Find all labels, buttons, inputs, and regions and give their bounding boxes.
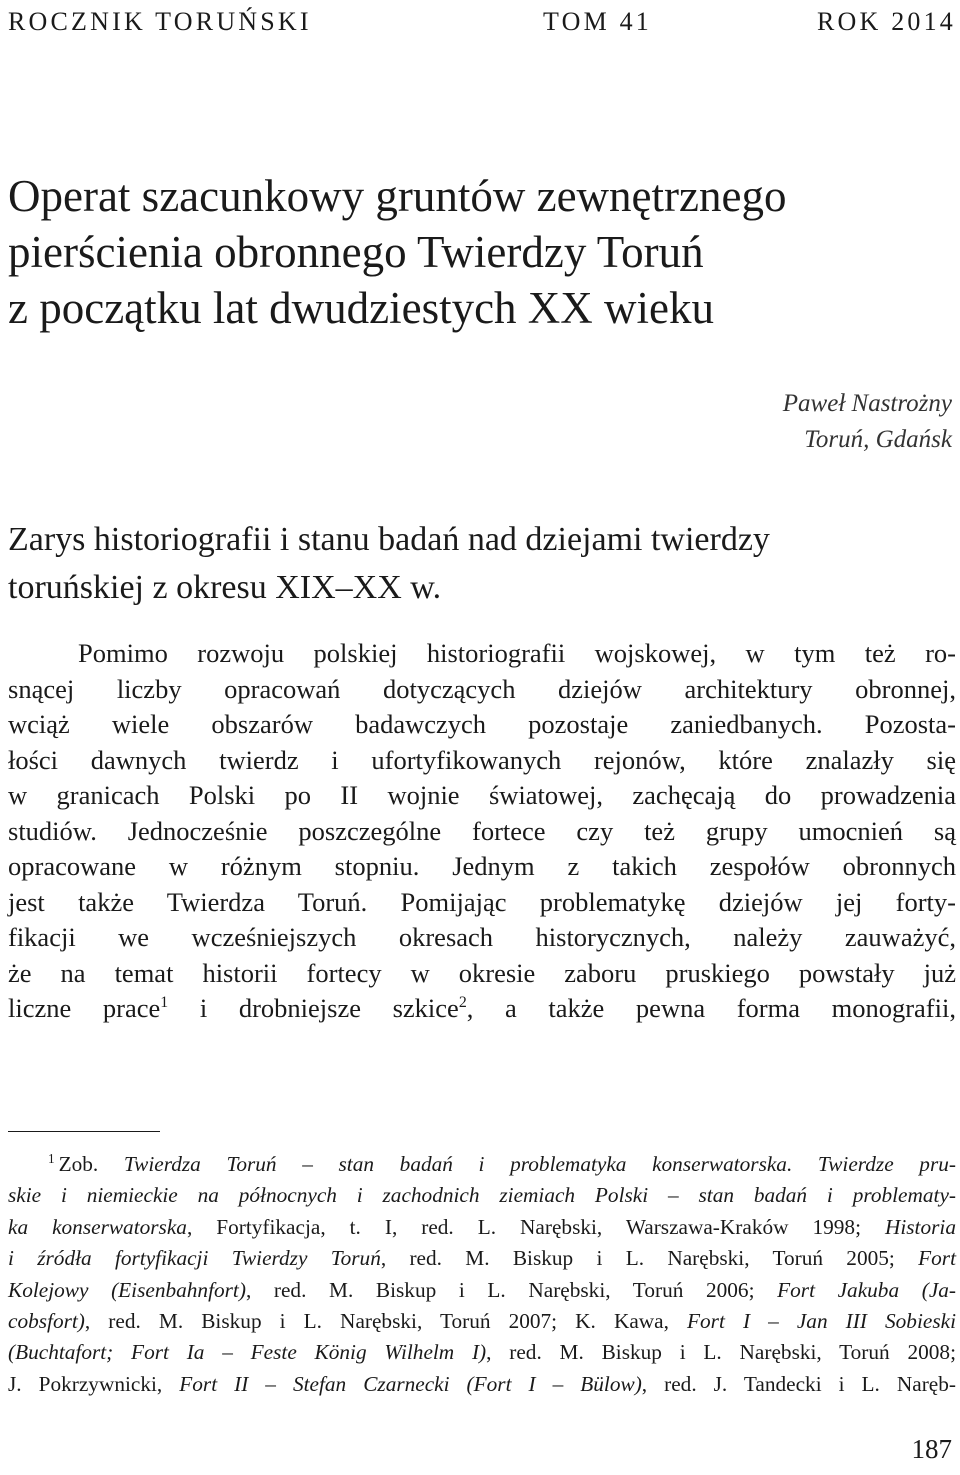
title-line: z początku lat dwudziestych XX wieku [8, 283, 715, 333]
footnote-line [8, 1180, 956, 1211]
body-line: Pomimo rozwoju polskiej historiografii wojskowej, w tym też ro- [78, 638, 956, 668]
footnote-text: , red. M. Biskup i L. Narębski, Toruń 2006; [245, 1277, 778, 1302]
footnote-title: Fort II – Stefan Czarnecki (Fort I – Bülow) [179, 1371, 642, 1396]
footnote-title: Kolejowy (Eisenbahnfort) [8, 1277, 246, 1302]
body-line [8, 991, 956, 1027]
body-paragraph [8, 636, 956, 1027]
footnote-title: Historia [884, 1214, 956, 1239]
section-heading [8, 516, 956, 612]
body-line: fikacji we wcześniejszych okresach historycznych, należy zauważyć, [8, 922, 956, 952]
body-line: opracowane w różnym stopniu. Jednym z takich zespołów obronnych [8, 851, 956, 881]
footnote-title: (Buchtafort; Fort Ia – Feste König Wilhelm I) [8, 1340, 487, 1365]
footnote-line [8, 1337, 956, 1368]
footnote-title: skie i niemieckie na północnych i zachodnich ziemiach Polski – stan badań i problematy- [8, 1183, 956, 1208]
footnote-title: i źródła fortyfikacji Twierdzy Toruń [8, 1246, 381, 1271]
section-heading-line: Zarys historiografii i stanu badań nad dziejami twierdzy [8, 521, 770, 558]
body-line: jest także Twierdza Toruń. Pomijając problematykę dziejów jej forty- [8, 886, 956, 917]
body-line: studiów. Jednocześnie poszczególne fortece czy też grupy umocnień są [8, 815, 956, 846]
footnote-text: , red. M. Biskup i L. Narębski, Toruń 2005; [380, 1246, 919, 1271]
footnote-divider [8, 1131, 160, 1132]
footnote-text: , Fortyfikacja, t. I, red. L. Narębski, Warszawa-Kraków 1998; [186, 1214, 885, 1239]
journal-name: ROCZNIK TORUŃSKI [8, 7, 312, 36]
footnote-reference[interactable]: 1 [160, 994, 169, 1012]
body-line: wciąż wiele obszarów badawczych pozostaje zaniedbanych. Pozosta- [8, 709, 956, 739]
footnote-text: , red. M. Biskup i L. Narębski, Toruń 2008; [486, 1340, 956, 1365]
footnote-title: ka konserwatorska [8, 1214, 187, 1239]
running-head [8, 4, 956, 40]
body-line: w granicach Polski po II wojnie światowej, zachęcają do prowadzenia [8, 780, 956, 810]
volume-number: TOM 41 [543, 7, 653, 36]
footnote-title: Fort Jakuba (Ja- [777, 1277, 957, 1302]
body-text-fragment: liczne prace [8, 993, 161, 1023]
footnote [8, 1149, 956, 1400]
page-number: 187 [911, 1434, 952, 1464]
author-affiliation: Toruń, Gdańsk [804, 426, 952, 453]
footnote-text: , red. J. Tandecki i L. Naręb- [641, 1371, 957, 1396]
footnote-line [8, 1306, 956, 1337]
footnote-line [8, 1149, 956, 1180]
footnote-title: Fort I – Jan III Sobieski [687, 1309, 956, 1334]
footnote-line [8, 1275, 956, 1306]
footnote-title: Fort [918, 1246, 956, 1271]
footnote-title: cobsfort) [8, 1309, 85, 1334]
footnote-title: Twierdza Toruń – stan badań i problematyka konserwatorska. Twierdze pru- [123, 1152, 956, 1176]
byline [783, 386, 952, 458]
publication-year: ROK 2014 [817, 7, 956, 36]
body-line: że na temat historii fortecy w okresie zaboru pruskiego powstały już [8, 957, 956, 988]
footnote-text: J. Pokrzywnicki, [8, 1371, 180, 1396]
body-line: łości dawnych twierdz i ufortyfikowanych rejonów, które znalazły się [8, 744, 956, 775]
footnote-line [8, 1212, 956, 1243]
footnote-text: , red. M. Biskup i L. Narębski, Toruń 2007; K. Kawa, [84, 1309, 688, 1334]
footnote-reference[interactable]: 2 [458, 994, 467, 1012]
title-line: pierścienia obronnego Twierdzy Toruń [8, 227, 704, 277]
section-heading-line: toruńskiej z okresu XIX–XX w. [8, 569, 442, 606]
title-line: Operat szacunkowy gruntów zewnętrznego [8, 171, 787, 221]
article-title [8, 168, 956, 336]
footnote-line [8, 1369, 956, 1400]
footnote-line [8, 1243, 956, 1274]
body-text-fragment: , a także pewna forma monografii, [466, 993, 956, 1023]
author-name: Paweł Nastrożny [782, 390, 952, 417]
body-line: snącej liczby opracowań dotyczących dziejów architektury obronnej, [8, 673, 956, 704]
body-text-fragment: i drobniejsze szkice [168, 993, 459, 1023]
footnote-number: 1 [48, 1150, 55, 1166]
footnote-text: Zob. [58, 1152, 124, 1176]
